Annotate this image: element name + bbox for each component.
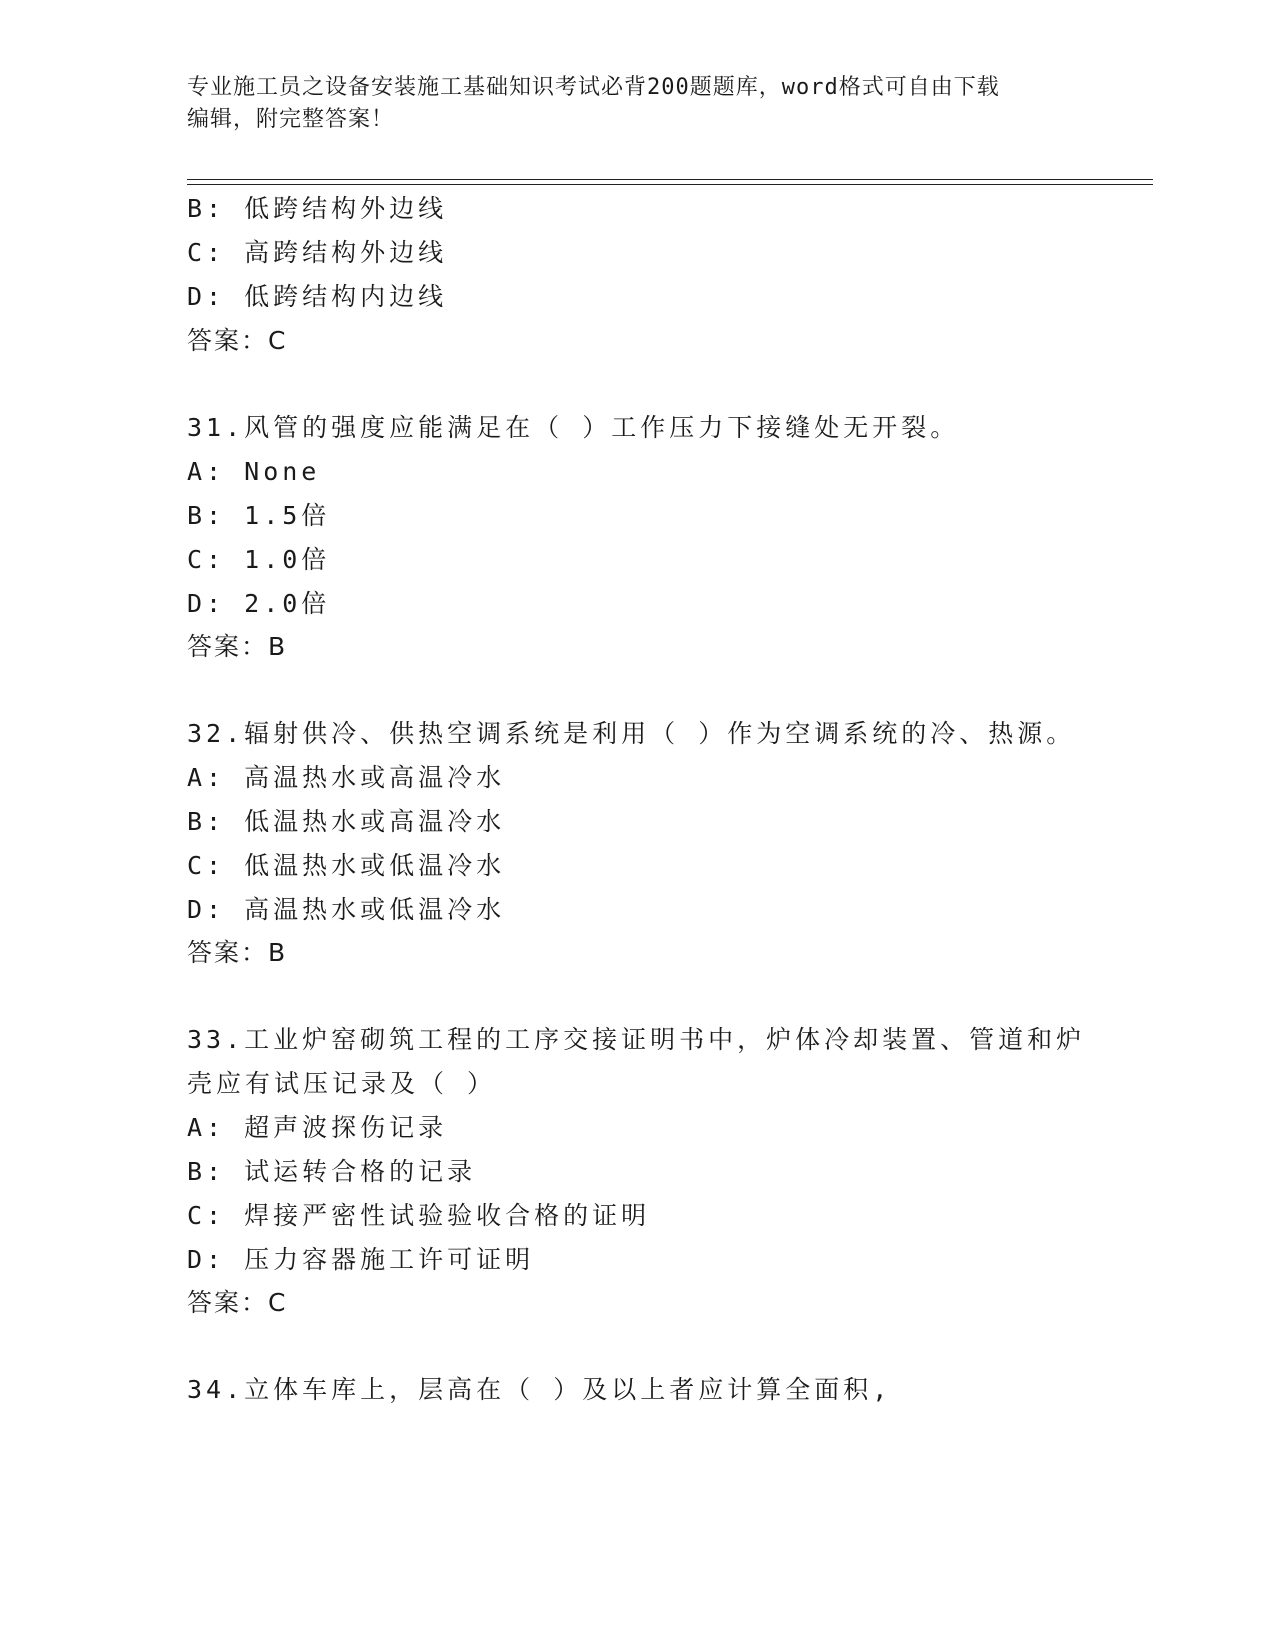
q30-option-c: C: 高跨结构外边线: [187, 238, 448, 267]
header-title-line-2: 编辑，附完整答案！: [187, 107, 395, 132]
document-header: [187, 72, 1087, 136]
q32-stem: 32.辐射供冷、供热空调系统是利用（ ）作为空调系统的冷、热源。: [187, 719, 1076, 748]
q30-option-b: B: 低跨结构外边线: [187, 194, 448, 223]
q33-answer: 答案：C: [187, 1288, 288, 1317]
q30-answer: 答案：C: [187, 326, 288, 355]
q34-stem: 34.立体车库上，层高在（ ）及以上者应计算全面积,: [187, 1375, 892, 1404]
q33-option-c: C: 焊接严密性试验验收合格的证明: [187, 1201, 651, 1230]
q32-option-b: B: 低温热水或高温冷水: [187, 807, 506, 836]
q33-option-a: A: 超声波探伤记录: [187, 1113, 448, 1142]
q31-stem: 31.风管的强度应能满足在（ ）工作压力下接缝处无开裂。: [187, 413, 960, 442]
q33-stem-line-2: 壳应有试压记录及（ ）: [187, 1069, 497, 1098]
q33-option-b: B: 试运转合格的记录: [187, 1157, 477, 1186]
q31-option-b: B: 1.5倍: [187, 501, 331, 530]
header-divider-top: [187, 179, 1153, 180]
q31-answer: 答案：B: [187, 632, 288, 661]
q32-answer: 答案：B: [187, 938, 288, 967]
q32-option-d: D: 高温热水或低温冷水: [187, 895, 506, 924]
header-divider-bottom: [187, 184, 1153, 185]
q30-option-d: D: 低跨结构内边线: [187, 282, 448, 311]
q31-option-a: A: None: [187, 457, 321, 486]
q33-stem-line-1: 33.工业炉窑砌筑工程的工序交接证明书中，炉体冷却装置、管道和炉: [187, 1025, 1086, 1054]
header-title-line-1: 专业施工员之设备安装施工基础知识考试必背200题题库，word格式可自由下载: [187, 75, 1000, 100]
q33-option-d: D: 压力容器施工许可证明: [187, 1245, 535, 1274]
q31-option-d: D: 2.0倍: [187, 589, 331, 618]
q32-option-c: C: 低温热水或低温冷水: [187, 851, 506, 880]
q32-option-a: A: 高温热水或高温冷水: [187, 763, 506, 792]
q31-option-c: C: 1.0倍: [187, 545, 331, 574]
